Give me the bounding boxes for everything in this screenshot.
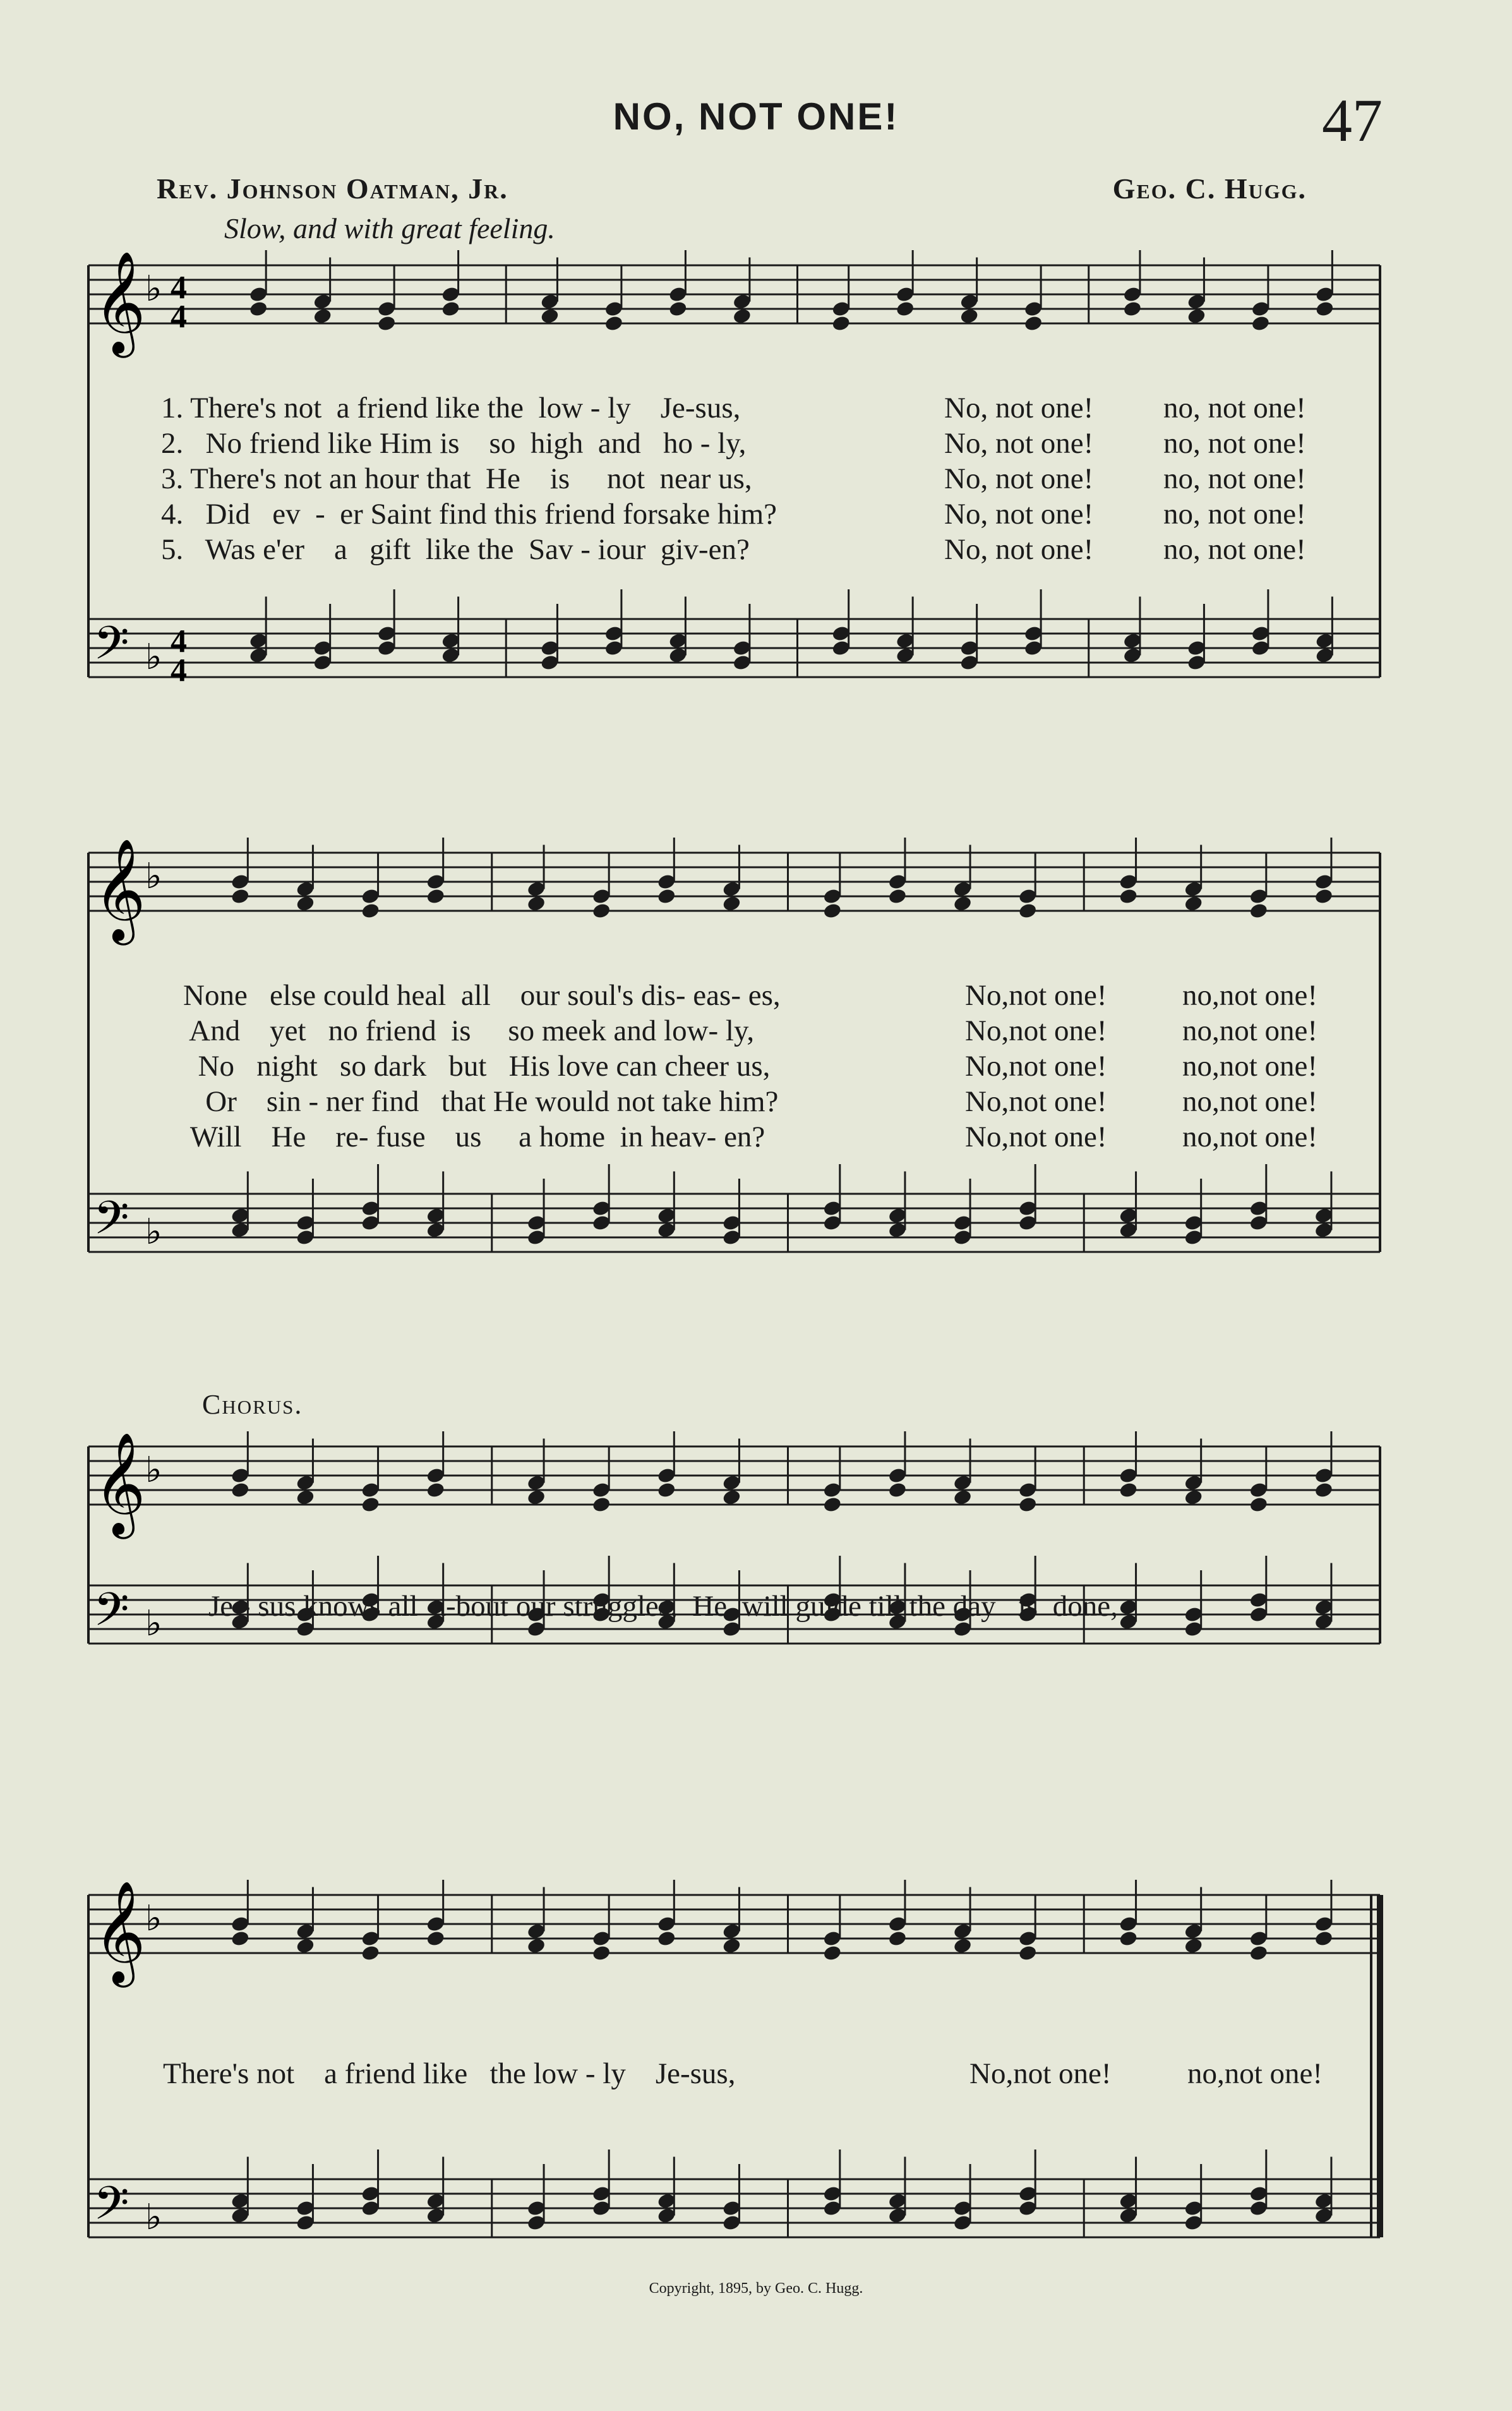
refrain-2-4: no, not one! [1163,498,1306,531]
note-head [361,1496,380,1513]
note-head [822,1944,842,1962]
note-head [896,300,915,318]
note-head [1187,308,1206,325]
note-head [540,308,560,325]
time-signature: 4 [171,299,187,335]
chorus-refrain-b: no,not one! [1187,2057,1323,2090]
flat-icon: ♭ [145,1604,162,1644]
verse2-line-1: None else could heal all our soul's dis- eas- es, [183,979,781,1012]
note-head [526,1489,546,1506]
composer-credit: Geo. C. Hugg. [1112,172,1307,205]
note-head [887,1930,907,1947]
bass-clef-icon: 𝄢 [93,1582,129,1647]
note-head [592,1496,611,1513]
note-head [231,1930,250,1947]
note-head [822,902,842,920]
refrain-1-2: No, not one! [944,427,1094,460]
flat-icon: ♭ [145,270,162,309]
note-head [722,895,741,913]
bass-clef-icon: 𝄢 [93,616,129,681]
refrain-1-5: No, not one! [944,533,1094,566]
verse-line-5-1: 5. Was e'er a gift like the Sav - iour giv-en? [161,533,750,566]
note-head [1249,902,1268,920]
refrain2-b-3: no,not one! [1182,1050,1318,1083]
verse2-line-4: Or sin - ner find that He would not take him? [183,1085,779,1118]
note-head [426,1930,445,1947]
note-head [831,315,851,332]
note-head [1315,300,1335,318]
note-head [426,1481,445,1499]
treble-clef-icon: 𝄞 [93,251,146,354]
verse-line-3-1: 3. There's not an hour that He is not near us, [161,462,752,495]
copyright-notice: Copyright, 1895, by Geo. C. Hugg. [649,2280,863,2297]
note-head [1314,887,1333,905]
staff-treble [88,265,1380,323]
note-head [657,1481,676,1499]
note-head [722,1489,741,1506]
page-number: 47 [1322,87,1383,154]
note-head [1023,315,1043,332]
author-credit: Rev. Johnson Oatman, Jr. [157,172,508,205]
verse2-line-5: Will He re- fuse us a home in heav- en? [183,1121,765,1153]
refrain2-a-2: No,not one! [965,1014,1107,1047]
chorus-refrain-a: No,not one! [969,2057,1112,2090]
note-head [604,315,623,332]
note-head [822,1496,842,1513]
refrain2-a-1: No,not one! [965,979,1107,1012]
note-head [1119,887,1138,905]
treble-clef-icon: 𝄞 [93,1432,146,1535]
bass-clef-icon: 𝄢 [93,2176,129,2241]
note-head [952,1489,972,1506]
note-head [231,887,250,905]
note-head [231,1481,250,1499]
note-head [592,902,611,920]
refrain-2-5: no, not one! [1163,533,1306,566]
note-head [361,902,380,920]
treble-clef-icon: 𝄞 [93,838,146,941]
note-head [722,1937,741,1955]
chorus-line-1: Je - sus knows all a-bout our struggles, He will guide till the day is done, [208,1590,1118,1623]
flat-icon: ♭ [145,1213,162,1252]
refrain2-a-4: No,not one! [965,1085,1107,1118]
bass-clef-icon: 𝄢 [93,1191,129,1256]
note-head [732,308,752,325]
note-head [592,1944,611,1962]
refrain2-b-4: no,not one! [1182,1085,1318,1118]
note-head [1184,1937,1203,1955]
note-head [1314,1481,1333,1499]
refrain-1-4: No, not one! [944,498,1094,531]
flat-icon: ♭ [145,1451,162,1490]
treble-clef-icon: 𝄞 [93,1880,146,1983]
note-head [1018,1944,1038,1962]
note-head [1184,1489,1203,1506]
time-signature: 4 [171,623,187,659]
note-head [1119,1481,1138,1499]
flat-icon: ♭ [145,2198,162,2237]
verse-line-4-1: 4. Did ev - er Saint find this friend forsake him? [161,498,777,531]
note-head [296,1937,315,1955]
refrain2-b-5: no,not one! [1182,1121,1318,1153]
note-head [668,300,688,318]
note-head [249,300,268,318]
refrain2-b-1: no,not one! [1182,979,1318,1012]
note-head [887,1481,907,1499]
note-head [1018,1496,1038,1513]
note-head [526,1937,546,1955]
note-head [313,308,332,325]
refrain2-a-3: No,not one! [965,1050,1107,1083]
refrain-1-3: No, not one! [944,462,1094,495]
note-head [1184,895,1203,913]
verse-line-2-1: 2. No friend like Him is so high and ho - ly, [161,427,747,460]
chorus-line-2: There's not a friend like the low - ly Je-sus, [163,2057,736,2090]
refrain-2-1: no, not one! [1163,392,1306,424]
note-head [1119,1930,1138,1947]
refrain-2-3: no, not one! [1163,462,1306,495]
verse2-line-2: And yet no friend is so meek and low- ly, [183,1014,755,1047]
note-head [1018,902,1038,920]
note-head [426,887,445,905]
refrain-2-2: no, not one! [1163,427,1306,460]
verse2-line-3: No night so dark but His love can cheer us, [183,1050,771,1083]
note-head [952,895,972,913]
refrain2-b-2: no,not one! [1182,1014,1318,1047]
note-head [296,1489,315,1506]
flat-icon: ♭ [145,857,162,896]
note-head [296,895,315,913]
refrain-1-1: No, not one! [944,392,1094,424]
note-head [1314,1930,1333,1947]
note-head [441,300,460,318]
flat-icon: ♭ [145,638,162,677]
note-head [952,1937,972,1955]
note-head [1122,300,1142,318]
note-head [1251,315,1270,332]
time-signature: 4 [171,270,187,306]
note-head [657,887,676,905]
note-head [526,895,546,913]
verse-line-1-1: 1. There's not a friend like the low - ly Je-sus, [161,392,741,424]
chorus-label: Chorus. [202,1389,303,1420]
flat-icon: ♭ [145,1899,162,1939]
time-signature: 4 [171,652,187,688]
note-head [1249,1944,1268,1962]
note-head [887,887,907,905]
note-head [657,1930,676,1947]
hymn-title: NO, NOT ONE! [613,95,899,138]
note-head [959,308,979,325]
note-head [1249,1496,1268,1513]
tempo-marking: Slow, and with great feeling. [224,212,555,244]
refrain2-a-5: No,not one! [965,1121,1107,1153]
note-head [377,315,397,332]
note-head [361,1944,380,1962]
